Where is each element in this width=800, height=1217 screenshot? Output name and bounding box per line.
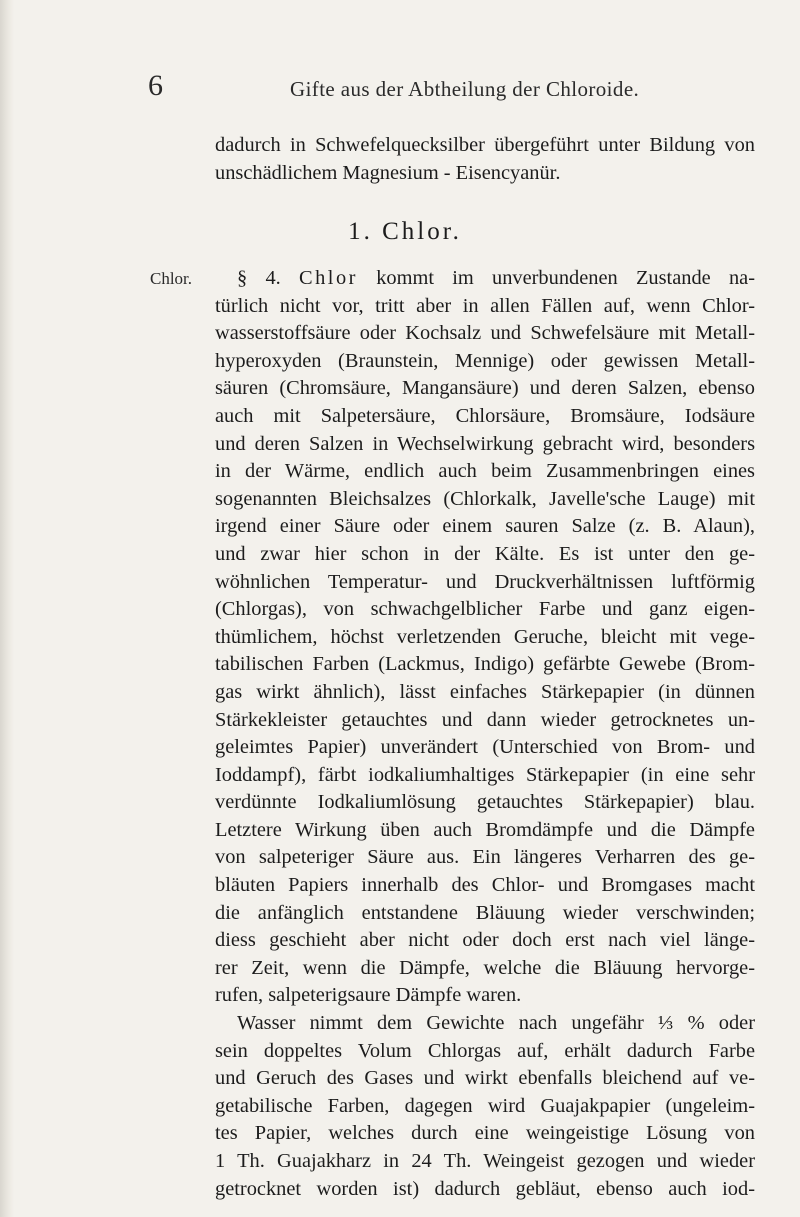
- text-line: unschädlichem Magnesium - Eisencyanür.: [215, 161, 561, 184]
- text-line: sogenannten Bleichsalzes (Chlorkalk, Javelle'sche Lauge) mit: [215, 487, 755, 510]
- text-line: rer Zeit, wenn die Dämpfe, welche die Bläuung hervorge-: [215, 956, 755, 979]
- text-line: hyperoxyden (Braunstein, Mennige) oder gewissen Metall-: [215, 349, 755, 372]
- text-line: bläuten Papiers innerhalb des Chlor- und Bromgases macht: [215, 874, 755, 897]
- emphasized-term: Chlor: [299, 267, 358, 289]
- section-heading: [0, 218, 800, 246]
- text-line: getabilische Farben, dagegen wird Guajakpapier (ungeleim-: [215, 1094, 755, 1117]
- text-line: diess geschieht aber nicht oder doch erst nach viel länge-: [215, 929, 755, 952]
- first-line-rest: kommt im unverbundenen Zustande na-: [357, 267, 755, 289]
- text-line: geleimtes Papier) unverändert (Unterschied von Brom- und: [215, 736, 755, 759]
- text-line: Letztere Wirkung üben auch Bromdämpfe und die Dämpfe: [215, 818, 755, 841]
- text-line: und zwar hier schon in der Kälte. Es ist unter den ge-: [215, 542, 755, 565]
- text-line: rufen, salpeterigsaure Dämpfe waren.: [215, 984, 522, 1007]
- text-line: und deren Salzen in Wechselwirkung gebracht wird, besonders: [215, 432, 755, 455]
- text-line-first: Wasser nimmt dem Gewichte nach ungefähr ⅓ % oder: [237, 1012, 755, 1035]
- text-line: getrocknet worden ist) dadurch gebläut, ebenso auch iod-: [215, 1177, 755, 1200]
- page-edge: [0, 0, 14, 1217]
- text-line: tes Papier, welches durch eine weingeistige Lösung von: [215, 1122, 755, 1145]
- text-line: in der Wärme, endlich auch beim Zusammenbringen eines: [215, 460, 755, 483]
- section-sign: § 4.: [237, 267, 299, 289]
- text-line: und Geruch des Gases und wirkt ebenfalls bleichend auf ve-: [215, 1067, 755, 1090]
- text-line: sein doppeltes Volum Chlorgas auf, erhält dadurch Farbe: [215, 1039, 755, 1062]
- text-line: (Chlorgas), von schwachgelblicher Farbe und ganz eigen-: [215, 598, 755, 621]
- text-line: tabilischen Farben (Lackmus, Indigo) gefärbte Gewebe (Brom-: [215, 653, 755, 676]
- marginal-note: Chlor.: [150, 269, 193, 288]
- text-line-first: [215, 265, 755, 293]
- page-number: 6: [148, 69, 163, 102]
- text-line: Ioddampf), färbt iodkaliumhaltiges Stärkepapier (in eine sehr: [215, 763, 755, 786]
- text-line: säuren (Chromsäure, Mangansäure) und deren Salzen, ebenso: [215, 377, 755, 400]
- section-heading-text: 1. Chlor.: [348, 218, 462, 245]
- text-line: wöhnlichen Temperatur- und Druckverhältnissen luftförmig: [215, 570, 755, 593]
- text-line: Stärkekleister getauchtes und dann wieder getrocknetes un-: [215, 708, 755, 731]
- text-line: thümlichem, höchst verletzenden Geruche, bleicht mit vege-: [215, 625, 755, 648]
- running-head: Gifte aus der Abtheilung der Chloroide.: [290, 77, 640, 101]
- paragraph-1: [215, 265, 755, 1203]
- text-line: die anfänglich entstandene Bläuung wieder verschwinden;: [215, 901, 755, 924]
- text-line: gas wirkt ähnlich), lässt einfaches Stärkepapier (in dünnen: [215, 680, 755, 703]
- text-line: irgend einer Säure oder einem sauren Salze (z. B. Alaun),: [215, 515, 755, 538]
- intro-paragraph: [215, 132, 755, 187]
- text-line: von salpeteriger Säure aus. Ein längeres Verharren des ge-: [215, 846, 755, 869]
- text-line: 1 Th. Guajakharz in 24 Th. Weingeist gezogen und wieder: [215, 1150, 755, 1172]
- text-line: wasserstoffsäure oder Kochsalz und Schwefelsäure mit Metall-: [215, 322, 755, 345]
- text-line: dadurch in Schwefelquecksilber übergeführt unter Bildung von: [215, 134, 755, 156]
- page-header: [0, 68, 800, 108]
- text-line: türlich nicht vor, tritt aber in allen Fällen auf, wenn Chlor-: [215, 294, 755, 317]
- text-line: auch mit Salpetersäure, Chlorsäure, Bromsäure, Iodsäure: [215, 404, 755, 427]
- text-line: verdünnte Iodkaliumlösung getauchtes Stärkepapier) blau.: [215, 791, 755, 814]
